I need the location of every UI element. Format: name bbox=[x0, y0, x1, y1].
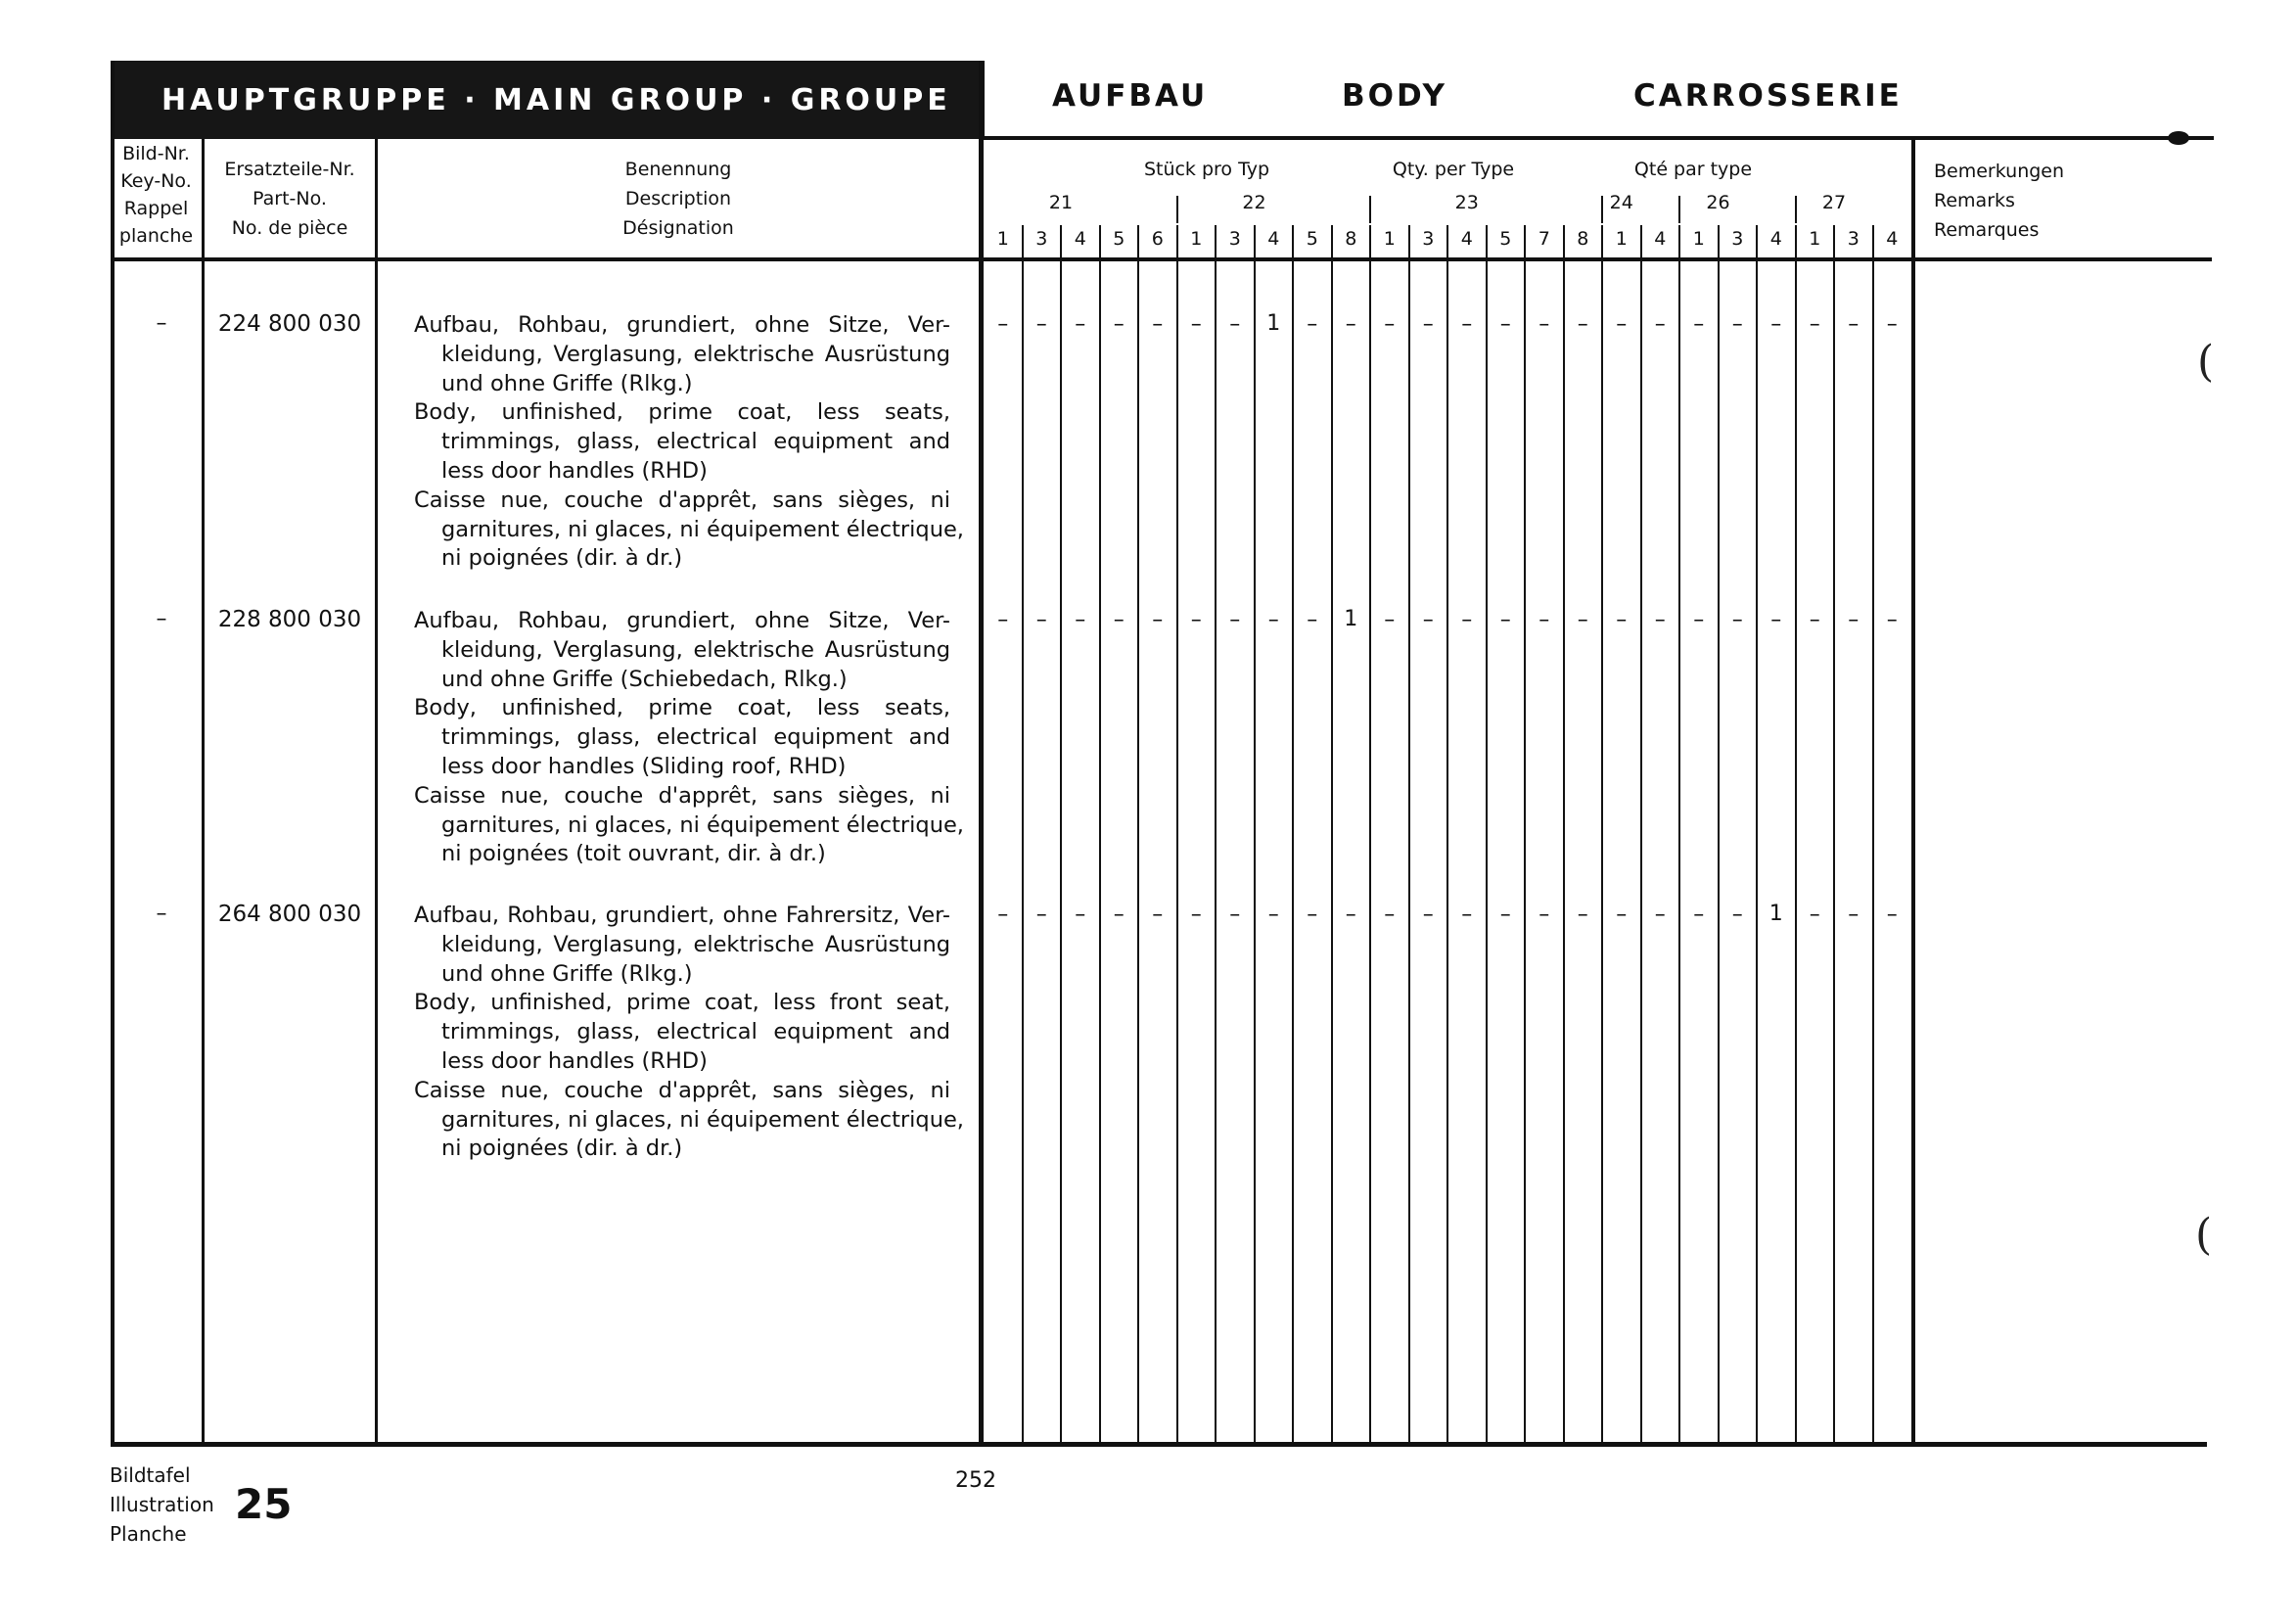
qty-cell: – bbox=[1886, 608, 1898, 632]
subtype-label: 7 bbox=[1538, 228, 1550, 250]
subtype-label: 5 bbox=[1499, 228, 1512, 250]
part-no-header-de: Ersatzteile-Nr. bbox=[224, 159, 355, 180]
qty-column-line bbox=[1524, 225, 1526, 1444]
subtype-label: 4 bbox=[1886, 228, 1899, 250]
qty-cell: – bbox=[1577, 903, 1588, 927]
qty-column-line bbox=[1601, 225, 1603, 1444]
margin-mark-1: ( bbox=[2197, 337, 2215, 387]
footer-label-fr: Planche bbox=[110, 1522, 187, 1546]
description-line: Body, unfinished, prime coat, less seats, bbox=[414, 695, 950, 721]
description-line: und ohne Griffe (Rlkg.) bbox=[441, 960, 693, 987]
description-line: und ohne Griffe (Rlkg.) bbox=[441, 370, 693, 396]
subtype-label: 4 bbox=[1460, 228, 1473, 250]
description-header bbox=[378, 155, 979, 243]
description-cell bbox=[414, 607, 964, 869]
subtype-label: 4 bbox=[1654, 228, 1667, 250]
qty-cell: – bbox=[1693, 608, 1705, 632]
qty-cell: – bbox=[1654, 312, 1666, 337]
subtype-label: 1 bbox=[1190, 228, 1203, 250]
subtype-label: 4 bbox=[1267, 228, 1280, 250]
qty-cell: – bbox=[1616, 312, 1628, 337]
description-line: kleidung, Verglasung, elektrische Ausrüstung bbox=[441, 341, 950, 367]
header-top-rule bbox=[984, 136, 2214, 140]
qty-cell: – bbox=[1654, 608, 1666, 632]
subtype-label: 1 bbox=[1615, 228, 1628, 250]
type-group-label: 21 bbox=[1048, 192, 1074, 213]
qty-cell: – bbox=[1345, 312, 1356, 337]
description-line: less door handles (Sliding roof, RHD) bbox=[441, 753, 847, 779]
qty-header-en: Qty. per Type bbox=[1392, 159, 1515, 180]
description-line: ni poignées (dir. à dr.) bbox=[441, 545, 683, 572]
description-header-de: Benennung bbox=[624, 159, 732, 180]
key-no-header-fr2: planche bbox=[118, 225, 194, 247]
qty-cell: – bbox=[1499, 312, 1511, 337]
qty-cell: – bbox=[1113, 312, 1125, 337]
qty-column-line bbox=[1408, 225, 1410, 1444]
qty-cell: – bbox=[1886, 312, 1898, 337]
description-line: less door handles (RHD) bbox=[441, 457, 708, 484]
footer-label-de: Bildtafel bbox=[110, 1463, 191, 1487]
qty-cell: – bbox=[1461, 312, 1473, 337]
qty-column-line bbox=[1678, 225, 1680, 1444]
qty-cell: – bbox=[1461, 903, 1473, 927]
qty-cell: – bbox=[1809, 312, 1820, 337]
qty-cell: – bbox=[1577, 608, 1588, 632]
subtype-label: 3 bbox=[1035, 228, 1048, 250]
qty-column-line bbox=[1833, 225, 1835, 1444]
type-group-label: 27 bbox=[1821, 192, 1847, 213]
remarks-header-fr: Remarques bbox=[1934, 219, 2040, 241]
qty-column-line bbox=[1292, 225, 1294, 1444]
description-line: garnitures, ni glaces, ni équipement électrique, bbox=[441, 1106, 964, 1133]
qty-column-line bbox=[1486, 225, 1488, 1444]
table-bottom-rule bbox=[111, 1442, 2207, 1447]
part-no-header-fr: No. de pièce bbox=[231, 217, 348, 239]
qty-column-line bbox=[1254, 225, 1256, 1444]
description-line: Caisse nue, couche d'apprêt, sans sièges, ni bbox=[414, 782, 950, 809]
subtype-label: 6 bbox=[1151, 228, 1164, 250]
key-no-header-en: Key-No. bbox=[120, 170, 192, 192]
type-group-separator bbox=[1369, 196, 1371, 223]
qty-cell: – bbox=[997, 903, 1009, 927]
qty-cell: – bbox=[1693, 312, 1705, 337]
table-left-border bbox=[111, 61, 115, 1446]
key-no-cell: – bbox=[156, 902, 167, 926]
key-no-header bbox=[111, 140, 202, 250]
subtype-label: 3 bbox=[1422, 228, 1435, 250]
part-no-header bbox=[205, 155, 375, 243]
qty-cell: – bbox=[1384, 903, 1396, 927]
qty-cell: – bbox=[1075, 903, 1086, 927]
qty-cell: – bbox=[1848, 903, 1860, 927]
qty-cell: – bbox=[1229, 312, 1241, 337]
type-group-label: 22 bbox=[1242, 192, 1266, 213]
page-number: 252 bbox=[955, 1468, 996, 1493]
qty-cell: – bbox=[1538, 608, 1550, 632]
description-line: trimmings, glass, electrical equipment and bbox=[441, 429, 950, 455]
qty-column-line bbox=[1022, 225, 1024, 1444]
qty-cell: – bbox=[1384, 312, 1396, 337]
qty-column-line bbox=[1060, 225, 1062, 1444]
qty-column-line bbox=[1640, 225, 1642, 1444]
description-line: Aufbau, Rohbau, grundiert, ohne Sitze, Ver- bbox=[414, 608, 950, 633]
main-group-label: HAUPTGRUPPE · MAIN GROUP · GROUPE bbox=[161, 82, 951, 117]
qty-cell: – bbox=[1538, 903, 1550, 927]
qty-cell: – bbox=[1190, 903, 1202, 927]
description-line: ni poignées (toit ouvrant, dir. à dr.) bbox=[441, 841, 826, 867]
qty-column-line bbox=[1563, 225, 1565, 1444]
description-line: Caisse nue, couche d'apprêt, sans sièges, ni bbox=[414, 1077, 950, 1103]
qty-column-line bbox=[1872, 225, 1874, 1444]
subtype-label: 1 bbox=[1383, 228, 1396, 250]
qty-cell: – bbox=[1616, 608, 1628, 632]
description-header-fr: Désignation bbox=[622, 217, 734, 239]
description-line: garnitures, ni glaces, ni équipement électrique, bbox=[441, 516, 964, 542]
qty-cell: – bbox=[997, 608, 1009, 632]
key-no-header-de: Bild-Nr. bbox=[122, 143, 190, 164]
qty-cell: – bbox=[1267, 608, 1279, 632]
type-group-label: 24 bbox=[1609, 192, 1633, 213]
qty-cell: – bbox=[1035, 312, 1047, 337]
qty-column-line bbox=[1215, 225, 1217, 1444]
qty-cell: – bbox=[1384, 608, 1396, 632]
description-line: Body, unfinished, prime coat, less seats, bbox=[414, 399, 950, 426]
qty-cell: – bbox=[1422, 903, 1434, 927]
qty-cell: – bbox=[1035, 903, 1047, 927]
qty-cell: – bbox=[1035, 608, 1047, 632]
main-group-number: 8 bbox=[1017, 78, 1044, 121]
qty-column-line bbox=[1446, 225, 1448, 1444]
qty-cell: – bbox=[1538, 312, 1550, 337]
qty-column-line bbox=[1137, 225, 1139, 1444]
qty-cell: – bbox=[1461, 608, 1473, 632]
qty-cell: – bbox=[1422, 608, 1434, 632]
description-line: Caisse nue, couche d'apprêt, sans sièges, ni bbox=[414, 487, 950, 513]
subtype-label: 3 bbox=[1228, 228, 1241, 250]
footer-label bbox=[110, 1461, 214, 1549]
column-divider-remarks bbox=[1911, 139, 1915, 1446]
part-no-header-en: Part-No. bbox=[253, 188, 327, 209]
qty-cell: – bbox=[1267, 903, 1279, 927]
qty-cell: – bbox=[1809, 608, 1820, 632]
qty-cell: – bbox=[1731, 903, 1743, 927]
qty-cell: – bbox=[1848, 312, 1860, 337]
subtype-label: 8 bbox=[1577, 228, 1589, 250]
type-group-label: 23 bbox=[1454, 192, 1479, 213]
key-no-cell: – bbox=[156, 311, 167, 336]
description-line: ni poignées (dir. à dr.) bbox=[441, 1136, 683, 1162]
description-line: trimmings, glass, electrical equipment and bbox=[441, 1019, 950, 1045]
qty-cell: – bbox=[1345, 903, 1356, 927]
qty-column-line bbox=[1718, 225, 1720, 1444]
qty-cell: – bbox=[1307, 312, 1318, 337]
qty-cell: – bbox=[997, 312, 1009, 337]
qty-header-fr: Qté par type bbox=[1633, 159, 1753, 180]
part-number-cell: 228 800 030 bbox=[217, 607, 362, 632]
qty-cell: – bbox=[1229, 903, 1241, 927]
qty-cell: – bbox=[1731, 312, 1743, 337]
remarks-header-en: Remarks bbox=[1934, 190, 2015, 211]
qty-cell: – bbox=[1113, 903, 1125, 927]
description-line: Body, unfinished, prime coat, less front seat, bbox=[414, 990, 950, 1016]
qty-cell: – bbox=[1770, 608, 1782, 632]
qty-cell: – bbox=[1152, 312, 1164, 337]
remarks-header bbox=[1934, 157, 2169, 245]
qty-header-de: Stück pro Typ bbox=[1143, 159, 1270, 180]
subtype-label: 4 bbox=[1769, 228, 1782, 250]
qty-cell: 1 bbox=[1768, 902, 1783, 926]
subtype-label: 1 bbox=[1809, 228, 1821, 250]
qty-column-line bbox=[1795, 225, 1797, 1444]
qty-cell: – bbox=[1152, 903, 1164, 927]
qty-cell: – bbox=[1848, 608, 1860, 632]
type-group-label: 26 bbox=[1706, 192, 1730, 213]
qty-cell: 1 bbox=[1344, 607, 1358, 631]
plate-number: 25 bbox=[235, 1480, 293, 1528]
main-group-banner bbox=[111, 61, 1044, 139]
subtype-label: 8 bbox=[1345, 228, 1357, 250]
subtype-label: 4 bbox=[1074, 228, 1086, 250]
qty-column-line bbox=[1331, 225, 1333, 1444]
qty-cell: – bbox=[1422, 312, 1434, 337]
qty-column-line bbox=[1176, 225, 1178, 1444]
subtype-label: 5 bbox=[1113, 228, 1125, 250]
qty-cell: – bbox=[1499, 608, 1511, 632]
qty-cell: – bbox=[1616, 903, 1628, 927]
description-line: und ohne Griffe (Schiebedach, Rlkg.) bbox=[441, 666, 848, 692]
column-divider-description bbox=[979, 61, 984, 1446]
margin-mark-2: ( bbox=[2195, 1210, 2213, 1260]
description-header-en: Description bbox=[624, 188, 732, 209]
title-german: AUFBAU bbox=[1052, 78, 1209, 114]
qty-column-line bbox=[1756, 225, 1758, 1444]
key-no-cell: – bbox=[156, 607, 167, 631]
qty-cell: – bbox=[1577, 312, 1588, 337]
subtype-label: 3 bbox=[1847, 228, 1860, 250]
type-group-separator bbox=[1601, 196, 1603, 223]
corner-mark bbox=[2168, 131, 2189, 145]
remarks-header-de: Bemerkungen bbox=[1934, 161, 2065, 182]
qty-cell: – bbox=[1152, 608, 1164, 632]
qty-cell: – bbox=[1307, 608, 1318, 632]
qty-column-line bbox=[1099, 225, 1101, 1444]
type-group-separator bbox=[1678, 196, 1680, 223]
qty-cell: – bbox=[1886, 903, 1898, 927]
qty-cell: – bbox=[1113, 608, 1125, 632]
description-line: trimmings, glass, electrical equipment and bbox=[441, 724, 950, 751]
key-no-header-fr: Rappel bbox=[123, 198, 189, 219]
qty-cell: – bbox=[1229, 608, 1241, 632]
type-group-separator bbox=[1176, 196, 1178, 223]
type-group-separator bbox=[1795, 196, 1797, 223]
part-number-cell: 264 800 030 bbox=[217, 902, 362, 927]
qty-cell: – bbox=[1190, 608, 1202, 632]
title-english: BODY bbox=[1342, 78, 1447, 114]
header-bottom-rule bbox=[111, 257, 2212, 261]
qty-cell: – bbox=[1809, 903, 1820, 927]
qty-cell: – bbox=[1190, 312, 1202, 337]
description-line: kleidung, Verglasung, elektrische Ausrüstung bbox=[441, 931, 950, 957]
qty-column-line bbox=[1369, 225, 1371, 1444]
description-line: kleidung, Verglasung, elektrische Ausrüstung bbox=[441, 636, 950, 663]
qty-cell: – bbox=[1654, 903, 1666, 927]
qty-cell: – bbox=[1770, 312, 1782, 337]
qty-cell: 1 bbox=[1266, 311, 1281, 336]
subtype-label: 5 bbox=[1306, 228, 1318, 250]
title-french: CARROSSERIE bbox=[1633, 78, 1903, 114]
description-line: Aufbau, Rohbau, grundiert, ohne Fahrersitz, Ver- bbox=[414, 903, 950, 928]
qty-cell: – bbox=[1731, 608, 1743, 632]
subtype-label: 1 bbox=[1692, 228, 1705, 250]
footer-label-en: Illustration bbox=[110, 1493, 214, 1516]
subtype-label: 1 bbox=[996, 228, 1009, 250]
part-number-cell: 224 800 030 bbox=[217, 311, 362, 337]
description-cell bbox=[414, 311, 964, 574]
subtype-label: 3 bbox=[1731, 228, 1744, 250]
description-line: less door handles (RHD) bbox=[441, 1047, 708, 1074]
description-line: garnitures, ni glaces, ni équipement électrique, bbox=[441, 812, 964, 838]
qty-cell: – bbox=[1075, 312, 1086, 337]
description-line: Aufbau, Rohbau, grundiert, ohne Sitze, Ver- bbox=[414, 312, 950, 338]
qty-cell: – bbox=[1307, 903, 1318, 927]
qty-cell: – bbox=[1075, 608, 1086, 632]
description-cell bbox=[414, 902, 964, 1164]
qty-cell: – bbox=[1693, 903, 1705, 927]
qty-cell: – bbox=[1499, 903, 1511, 927]
